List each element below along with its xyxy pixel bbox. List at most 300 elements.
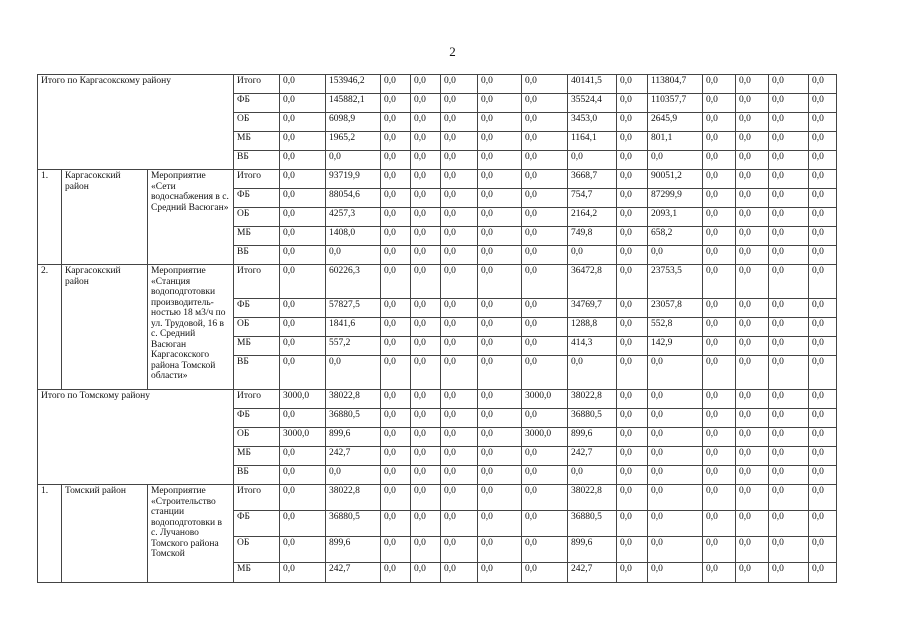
value-cell: 0,0 xyxy=(703,511,736,537)
funding-source: МБ xyxy=(234,132,280,151)
value-cell: 0,0 xyxy=(809,227,837,246)
funding-source: ОБ xyxy=(234,318,280,337)
value-cell: 23753,5 xyxy=(648,265,703,299)
value-cell: 0,0 xyxy=(441,485,478,511)
value-cell: 0,0 xyxy=(441,227,478,246)
value-cell: 0,0 xyxy=(381,94,411,113)
value-cell: 1288,8 xyxy=(568,318,617,337)
value-cell: 0,0 xyxy=(280,265,326,299)
value-cell: 36880,5 xyxy=(568,511,617,537)
value-cell: 0,0 xyxy=(809,132,837,151)
value-cell: 1841,6 xyxy=(326,318,381,337)
value-cell: 0,0 xyxy=(522,151,568,170)
section-total-label: Итого по Каргасокскому району xyxy=(38,75,234,170)
value-cell: 0,0 xyxy=(703,208,736,227)
value-cell: 0,0 xyxy=(441,265,478,299)
value-cell: 0,0 xyxy=(478,246,522,265)
value-cell: 0,0 xyxy=(411,447,441,466)
value-cell: 0,0 xyxy=(703,246,736,265)
value-cell: 0,0 xyxy=(736,113,769,132)
value-cell: 2645,9 xyxy=(648,113,703,132)
value-cell: 242,7 xyxy=(326,563,381,583)
value-cell: 0,0 xyxy=(809,189,837,208)
value-cell: 0,0 xyxy=(411,94,441,113)
value-cell: 0,0 xyxy=(522,227,568,246)
value-cell: 0,0 xyxy=(478,227,522,246)
value-cell: 0,0 xyxy=(736,246,769,265)
value-cell: 0,0 xyxy=(617,227,648,246)
value-cell: 0,0 xyxy=(617,390,648,409)
value-cell: 0,0 xyxy=(522,563,568,583)
value-cell: 0,0 xyxy=(381,485,411,511)
value-cell: 0,0 xyxy=(280,113,326,132)
value-cell: 0,0 xyxy=(478,94,522,113)
value-cell: 0,0 xyxy=(478,208,522,227)
value-cell: 0,0 xyxy=(809,75,837,94)
value-cell: 0,0 xyxy=(703,151,736,170)
value-cell: 0,0 xyxy=(736,390,769,409)
value-cell: 0,0 xyxy=(381,390,411,409)
value-cell: 0,0 xyxy=(617,75,648,94)
funding-source: Итого xyxy=(234,390,280,409)
funding-source: МБ xyxy=(234,563,280,583)
value-cell: 0,0 xyxy=(617,299,648,318)
value-cell: 0,0 xyxy=(441,94,478,113)
funding-source: МБ xyxy=(234,447,280,466)
value-cell: 0,0 xyxy=(736,466,769,485)
value-cell: 0,0 xyxy=(703,485,736,511)
value-cell: 0,0 xyxy=(441,537,478,563)
value-cell: 0,0 xyxy=(411,428,441,447)
value-cell: 0,0 xyxy=(280,563,326,583)
value-cell: 145882,1 xyxy=(326,94,381,113)
value-cell: 0,0 xyxy=(522,318,568,337)
value-cell: 0,0 xyxy=(736,485,769,511)
value-cell: 0,0 xyxy=(736,227,769,246)
page-number: 2 xyxy=(449,44,456,59)
value-cell: 0,0 xyxy=(736,537,769,563)
value-cell: 0,0 xyxy=(648,409,703,428)
value-cell: 0,0 xyxy=(411,170,441,189)
value-cell: 0,0 xyxy=(411,75,441,94)
funding-source: Итого xyxy=(234,170,280,189)
value-cell: 0,0 xyxy=(522,511,568,537)
value-cell: 0,0 xyxy=(769,485,809,511)
value-cell: 414,3 xyxy=(568,337,617,356)
value-cell: 0,0 xyxy=(478,466,522,485)
value-cell: 1965,2 xyxy=(326,132,381,151)
value-cell: 0,0 xyxy=(326,356,381,390)
value-cell: 1408,0 xyxy=(326,227,381,246)
value-cell: 60226,3 xyxy=(326,265,381,299)
value-cell: 242,7 xyxy=(568,563,617,583)
value-cell: 0,0 xyxy=(809,337,837,356)
value-cell: 0,0 xyxy=(809,485,837,511)
value-cell: 0,0 xyxy=(381,337,411,356)
value-cell: 0,0 xyxy=(381,113,411,132)
value-cell: 0,0 xyxy=(411,409,441,428)
value-cell: 0,0 xyxy=(478,151,522,170)
value-cell: 57827,5 xyxy=(326,299,381,318)
value-cell: 3000,0 xyxy=(280,428,326,447)
value-cell: 6098,9 xyxy=(326,113,381,132)
value-cell: 0,0 xyxy=(769,466,809,485)
value-cell: 0,0 xyxy=(617,94,648,113)
value-cell: 0,0 xyxy=(381,75,411,94)
value-cell: 0,0 xyxy=(769,227,809,246)
value-cell: 0,0 xyxy=(648,485,703,511)
value-cell: 0,0 xyxy=(381,356,411,390)
value-cell: 0,0 xyxy=(326,246,381,265)
value-cell: 0,0 xyxy=(568,356,617,390)
value-cell: 0,0 xyxy=(809,447,837,466)
value-cell: 3453,0 xyxy=(568,113,617,132)
value-cell: 0,0 xyxy=(703,537,736,563)
value-cell: 0,0 xyxy=(478,318,522,337)
value-cell: 0,0 xyxy=(648,447,703,466)
value-cell: 35524,4 xyxy=(568,94,617,113)
value-cell: 0,0 xyxy=(809,511,837,537)
funding-source: ФБ xyxy=(234,299,280,318)
funding-source: Итого xyxy=(234,265,280,299)
value-cell: 0,0 xyxy=(441,428,478,447)
value-cell: 0,0 xyxy=(769,390,809,409)
value-cell: 0,0 xyxy=(617,170,648,189)
value-cell: 0,0 xyxy=(769,511,809,537)
value-cell: 658,2 xyxy=(648,227,703,246)
value-cell: 0,0 xyxy=(617,428,648,447)
value-cell: 0,0 xyxy=(617,132,648,151)
value-cell: 0,0 xyxy=(478,356,522,390)
value-cell: 0,0 xyxy=(381,189,411,208)
value-cell: 0,0 xyxy=(648,511,703,537)
value-cell: 0,0 xyxy=(280,151,326,170)
value-cell: 3000,0 xyxy=(522,428,568,447)
value-cell: 0,0 xyxy=(411,265,441,299)
value-cell: 0,0 xyxy=(809,265,837,299)
value-cell: 0,0 xyxy=(478,537,522,563)
value-cell: 0,0 xyxy=(736,94,769,113)
value-cell: 0,0 xyxy=(703,563,736,583)
value-cell: 0,0 xyxy=(411,563,441,583)
value-cell: 0,0 xyxy=(703,189,736,208)
value-cell: 0,0 xyxy=(617,151,648,170)
value-cell: 754,7 xyxy=(568,189,617,208)
value-cell: 36880,5 xyxy=(568,409,617,428)
value-cell: 801,1 xyxy=(648,132,703,151)
value-cell: 34769,7 xyxy=(568,299,617,318)
table-row xyxy=(38,75,867,94)
value-cell: 0,0 xyxy=(522,485,568,511)
value-cell: 0,0 xyxy=(441,299,478,318)
value-cell: 0,0 xyxy=(617,466,648,485)
value-cell: 0,0 xyxy=(648,428,703,447)
value-cell: 0,0 xyxy=(522,299,568,318)
value-cell: 0,0 xyxy=(617,563,648,583)
value-cell: 0,0 xyxy=(617,409,648,428)
value-cell: 0,0 xyxy=(703,428,736,447)
value-cell: 0,0 xyxy=(280,246,326,265)
value-cell: 0,0 xyxy=(280,511,326,537)
value-cell: 0,0 xyxy=(280,409,326,428)
value-cell: 0,0 xyxy=(809,563,837,583)
value-cell: 36472,8 xyxy=(568,265,617,299)
value-cell: 0,0 xyxy=(522,189,568,208)
value-cell: 0,0 xyxy=(280,132,326,151)
value-cell: 0,0 xyxy=(478,563,522,583)
value-cell: 0,0 xyxy=(617,356,648,390)
value-cell: 0,0 xyxy=(736,265,769,299)
value-cell: 0,0 xyxy=(648,246,703,265)
funding-source: ФБ xyxy=(234,409,280,428)
value-cell: 0,0 xyxy=(736,356,769,390)
value-cell: 0,0 xyxy=(478,390,522,409)
value-cell: 899,6 xyxy=(326,537,381,563)
value-cell: 88054,6 xyxy=(326,189,381,208)
value-cell: 0,0 xyxy=(703,75,736,94)
funding-source: МБ xyxy=(234,227,280,246)
value-cell: 0,0 xyxy=(411,356,441,390)
value-cell: 23057,8 xyxy=(648,299,703,318)
row-number: 1. xyxy=(38,485,62,583)
value-cell: 0,0 xyxy=(703,94,736,113)
value-cell: 0,0 xyxy=(280,170,326,189)
value-cell: 0,0 xyxy=(648,356,703,390)
funding-source: ВБ xyxy=(234,246,280,265)
value-cell: 3000,0 xyxy=(280,390,326,409)
value-cell: 0,0 xyxy=(617,208,648,227)
value-cell: 0,0 xyxy=(809,409,837,428)
value-cell: 0,0 xyxy=(522,356,568,390)
funding-source: МБ xyxy=(234,337,280,356)
value-cell: 0,0 xyxy=(441,511,478,537)
value-cell: 0,0 xyxy=(381,318,411,337)
value-cell: 0,0 xyxy=(381,447,411,466)
value-cell: 0,0 xyxy=(522,132,568,151)
value-cell: 87299,9 xyxy=(648,189,703,208)
value-cell: 0,0 xyxy=(736,511,769,537)
value-cell: 0,0 xyxy=(736,409,769,428)
value-cell: 0,0 xyxy=(522,94,568,113)
value-cell: 0,0 xyxy=(441,132,478,151)
value-cell: 552,8 xyxy=(648,318,703,337)
value-cell: 0,0 xyxy=(381,428,411,447)
value-cell: 0,0 xyxy=(809,428,837,447)
value-cell: 0,0 xyxy=(809,151,837,170)
value-cell: 0,0 xyxy=(648,537,703,563)
value-cell: 0,0 xyxy=(769,94,809,113)
value-cell: 3668,7 xyxy=(568,170,617,189)
value-cell: 0,0 xyxy=(769,318,809,337)
value-cell: 0,0 xyxy=(703,113,736,132)
value-cell: 0,0 xyxy=(411,113,441,132)
value-cell: 0,0 xyxy=(411,390,441,409)
value-cell: 0,0 xyxy=(411,337,441,356)
value-cell: 0,0 xyxy=(478,189,522,208)
value-cell: 242,7 xyxy=(568,447,617,466)
value-cell: 90051,2 xyxy=(648,170,703,189)
funding-table xyxy=(37,74,867,583)
value-cell: 0,0 xyxy=(280,466,326,485)
value-cell: 0,0 xyxy=(381,246,411,265)
value-cell: 0,0 xyxy=(703,447,736,466)
value-cell: 0,0 xyxy=(381,299,411,318)
value-cell: 0,0 xyxy=(441,189,478,208)
value-cell: 0,0 xyxy=(411,189,441,208)
value-cell: 0,0 xyxy=(522,466,568,485)
value-cell: 0,0 xyxy=(411,466,441,485)
value-cell: 0,0 xyxy=(411,246,441,265)
value-cell: 899,6 xyxy=(568,537,617,563)
value-cell: 0,0 xyxy=(736,170,769,189)
value-cell: 0,0 xyxy=(736,208,769,227)
value-cell: 899,6 xyxy=(568,428,617,447)
value-cell: 0,0 xyxy=(703,318,736,337)
value-cell: 0,0 xyxy=(280,337,326,356)
value-cell: 0,0 xyxy=(617,537,648,563)
value-cell: 0,0 xyxy=(703,299,736,318)
value-cell: 0,0 xyxy=(478,409,522,428)
value-cell: 1164,1 xyxy=(568,132,617,151)
value-cell: 0,0 xyxy=(736,299,769,318)
funding-source: ФБ xyxy=(234,94,280,113)
value-cell: 0,0 xyxy=(769,113,809,132)
value-cell: 0,0 xyxy=(809,246,837,265)
value-cell: 0,0 xyxy=(381,466,411,485)
value-cell: 0,0 xyxy=(769,299,809,318)
value-cell: 0,0 xyxy=(769,563,809,583)
value-cell: 0,0 xyxy=(478,511,522,537)
district-name: Каргасокский район xyxy=(62,170,148,265)
value-cell: 0,0 xyxy=(441,337,478,356)
value-cell: 0,0 xyxy=(522,113,568,132)
value-cell: 0,0 xyxy=(648,390,703,409)
value-cell: 0,0 xyxy=(703,409,736,428)
value-cell: 0,0 xyxy=(769,428,809,447)
value-cell: 0,0 xyxy=(280,356,326,390)
value-cell: 0,0 xyxy=(381,563,411,583)
value-cell: 0,0 xyxy=(736,428,769,447)
value-cell: 0,0 xyxy=(478,485,522,511)
value-cell: 0,0 xyxy=(411,132,441,151)
value-cell: 0,0 xyxy=(478,337,522,356)
value-cell: 113804,7 xyxy=(648,75,703,94)
value-cell: 0,0 xyxy=(769,246,809,265)
value-cell: 38022,8 xyxy=(326,390,381,409)
value-cell: 0,0 xyxy=(280,208,326,227)
value-cell: 153946,2 xyxy=(326,75,381,94)
value-cell: 0,0 xyxy=(703,265,736,299)
value-cell: 0,0 xyxy=(478,428,522,447)
value-cell: 0,0 xyxy=(617,113,648,132)
value-cell: 0,0 xyxy=(280,318,326,337)
value-cell: 0,0 xyxy=(769,356,809,390)
value-cell: 0,0 xyxy=(441,466,478,485)
value-cell: 0,0 xyxy=(522,265,568,299)
value-cell: 142,9 xyxy=(648,337,703,356)
funding-source: ВБ xyxy=(234,151,280,170)
value-cell: 0,0 xyxy=(809,356,837,390)
funding-source: ОБ xyxy=(234,113,280,132)
value-cell: 0,0 xyxy=(703,170,736,189)
value-cell: 0,0 xyxy=(441,75,478,94)
value-cell: 0,0 xyxy=(280,227,326,246)
district-name: Каргасокский район xyxy=(62,265,148,390)
value-cell: 0,0 xyxy=(441,151,478,170)
value-cell: 0,0 xyxy=(736,318,769,337)
value-cell: 0,0 xyxy=(703,466,736,485)
value-cell: 0,0 xyxy=(769,537,809,563)
value-cell: 0,0 xyxy=(478,447,522,466)
value-cell: 40141,5 xyxy=(568,75,617,94)
value-cell: 3000,0 xyxy=(522,390,568,409)
value-cell: 0,0 xyxy=(736,563,769,583)
value-cell: 0,0 xyxy=(381,537,411,563)
value-cell: 0,0 xyxy=(809,170,837,189)
value-cell: 2164,2 xyxy=(568,208,617,227)
section-total-label: Итого по Томскому району xyxy=(38,390,234,485)
value-cell: 0,0 xyxy=(522,170,568,189)
funding-source: ФБ xyxy=(234,189,280,208)
value-cell: 4257,3 xyxy=(326,208,381,227)
value-cell: 0,0 xyxy=(441,390,478,409)
value-cell: 0,0 xyxy=(769,265,809,299)
value-cell: 0,0 xyxy=(441,356,478,390)
value-cell: 0,0 xyxy=(648,151,703,170)
value-cell: 93719,9 xyxy=(326,170,381,189)
activity-name: Мероприятие «Строительство станции водоподготовки в с. Лучаново Томского района Томской xyxy=(148,485,234,583)
value-cell: 0,0 xyxy=(522,537,568,563)
value-cell: 0,0 xyxy=(381,409,411,428)
value-cell: 0,0 xyxy=(411,227,441,246)
value-cell: 0,0 xyxy=(326,466,381,485)
table-row xyxy=(38,390,867,409)
value-cell: 242,7 xyxy=(326,447,381,466)
value-cell: 0,0 xyxy=(703,227,736,246)
value-cell: 38022,8 xyxy=(568,390,617,409)
value-cell: 110357,7 xyxy=(648,94,703,113)
value-cell: 0,0 xyxy=(411,299,441,318)
activity-name: Мероприятие «Станция водоподготовки производитель-ностью 18 м3/ч по ул. Трудовой, 16 в с. Средний Васюган Каргасокского района Томской области» xyxy=(148,265,234,390)
value-cell: 0,0 xyxy=(280,94,326,113)
value-cell: 0,0 xyxy=(568,151,617,170)
value-cell: 0,0 xyxy=(411,151,441,170)
district-name: Томский район xyxy=(62,485,148,583)
value-cell: 0,0 xyxy=(381,170,411,189)
value-cell: 0,0 xyxy=(522,246,568,265)
value-cell: 0,0 xyxy=(809,299,837,318)
value-cell: 749,8 xyxy=(568,227,617,246)
value-cell: 0,0 xyxy=(381,132,411,151)
value-cell: 0,0 xyxy=(736,447,769,466)
value-cell: 899,6 xyxy=(326,428,381,447)
value-cell: 0,0 xyxy=(478,75,522,94)
row-number: 2. xyxy=(38,265,62,390)
value-cell: 0,0 xyxy=(441,113,478,132)
value-cell: 0,0 xyxy=(411,485,441,511)
value-cell: 0,0 xyxy=(809,94,837,113)
value-cell: 0,0 xyxy=(478,265,522,299)
value-cell: 0,0 xyxy=(736,189,769,208)
value-cell: 0,0 xyxy=(703,356,736,390)
value-cell: 0,0 xyxy=(648,466,703,485)
value-cell: 0,0 xyxy=(441,246,478,265)
value-cell: 557,2 xyxy=(326,337,381,356)
value-cell: 0,0 xyxy=(381,265,411,299)
funding-source: ОБ xyxy=(234,537,280,563)
value-cell: 0,0 xyxy=(441,208,478,227)
value-cell: 0,0 xyxy=(617,447,648,466)
